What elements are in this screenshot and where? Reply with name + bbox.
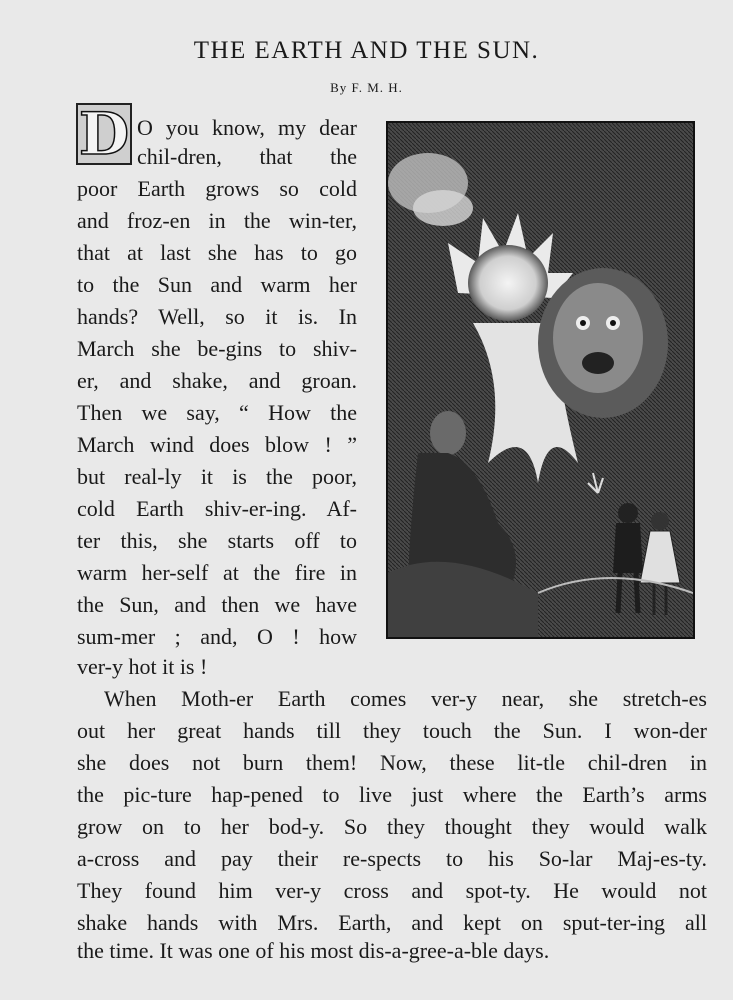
text-line: cold Earth shiv-er-ing. Af- xyxy=(77,496,357,521)
text-line: to the Sun and warm her xyxy=(77,272,357,297)
text-line: hands? Well, so it is. In xyxy=(77,304,357,329)
text-line: warm her-self at the fire in xyxy=(77,560,357,585)
author-byline: By F. M. H. xyxy=(330,80,403,95)
text-line: er, and shake, and groan. xyxy=(77,368,357,393)
earth-and-sun-engraving xyxy=(388,123,693,637)
drop-cap-letter: D xyxy=(78,100,130,168)
text-line: but real-ly it is the poor, xyxy=(77,464,357,489)
text-line: ver-y hot it is ! xyxy=(77,654,208,679)
text-line: sum-mer ; and, O ! how xyxy=(77,624,357,649)
text-line: When Moth-er Earth comes ver-y near, she stretch-es xyxy=(104,686,707,711)
text-line: a-cross and pay their re-spects to his So-lar Maj-es-ty. xyxy=(77,846,707,871)
text-line: that at last she has to go xyxy=(77,240,357,265)
engraving-illustration xyxy=(386,121,695,639)
text-line: shake hands with Mrs. Earth, and kept on sput-ter-ing all xyxy=(77,910,707,935)
text-line: poor Earth grows so cold xyxy=(77,176,357,201)
text-line: and froz-en in the win-ter, xyxy=(77,208,357,233)
text-line: the pic-ture hap-pened to live just where the Earth’s arms xyxy=(77,782,707,807)
text-line: ter this, she starts off to xyxy=(77,528,357,553)
text-line: Then we say, “ How the xyxy=(77,400,357,425)
text-line: the time. It was one of his most dis-a-gree-a-ble days. xyxy=(77,938,550,963)
text-line: O you know, my dear xyxy=(137,115,357,140)
text-line: chil-dren, that the xyxy=(137,144,357,169)
page-title: THE EARTH AND THE SUN. xyxy=(193,37,540,64)
text-line: March wind does blow ! ” xyxy=(77,432,357,457)
text-line: March she be-gins to shiv- xyxy=(77,336,357,361)
text-line: grow on to her bod-y. So they thought they would walk xyxy=(77,814,707,839)
earth-face xyxy=(538,268,668,418)
text-line: the Sun, and then we have xyxy=(77,592,357,617)
text-line: They found him ver-y cross and spot-ty. He would not xyxy=(77,878,707,903)
text-line: she does not burn them! Now, these lit-tle chil-dren in xyxy=(77,750,707,775)
text-line: out her great hands till they touch the Sun. I won-der xyxy=(77,718,707,743)
decorative-drop-cap xyxy=(76,100,132,168)
